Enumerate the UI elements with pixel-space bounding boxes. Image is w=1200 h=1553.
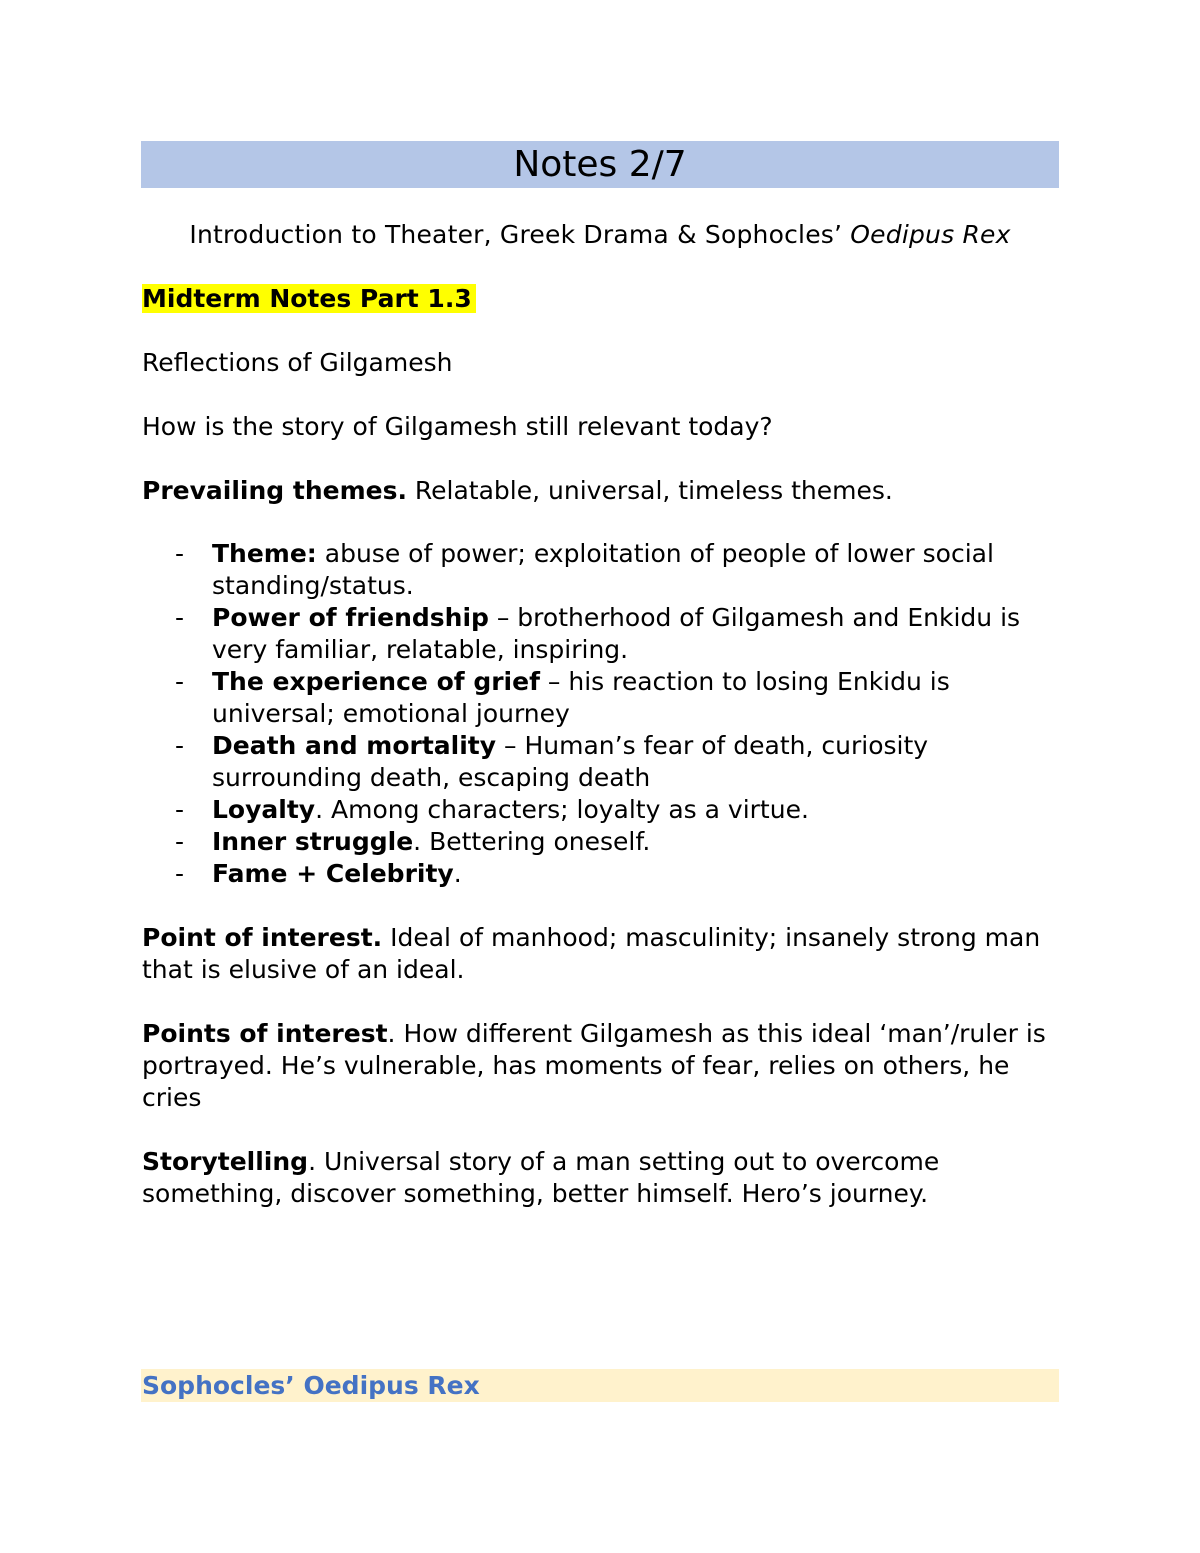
list-item (142, 826, 1060, 858)
list-item-label: Death and mortality (212, 731, 497, 760)
storytelling-paragraph (142, 1146, 1067, 1210)
list-item (142, 602, 1060, 666)
list-item-label: Fame + Celebrity (212, 859, 454, 888)
storytelling-label: Storytelling (142, 1147, 309, 1176)
prevailing-themes-text: Relatable, universal, timeless themes. (406, 476, 893, 505)
list-item-label: Inner struggle (212, 827, 414, 856)
list-item (142, 730, 1060, 794)
midterm-heading (142, 283, 476, 315)
point-of-interest-text: Ideal of manhood; masculinity; insanely strong man that is elusive of an ideal. (142, 923, 1041, 984)
bullet-dash: - (175, 827, 185, 856)
list-item-text: – brotherhood of Gilgamesh and Enkidu is very familiar, relatable, inspiring. (212, 603, 1021, 664)
page-title: Notes 2/7 (141, 141, 1059, 188)
storytelling-text: . Universal story of a man setting out to overcome something, discover something, better himself. Hero’s journey. (142, 1147, 940, 1208)
page-subtitle (141, 218, 1059, 252)
bullet-dash: - (175, 731, 185, 760)
prevailing-themes (142, 475, 893, 507)
bullet-dash: - (175, 539, 185, 568)
point-of-interest-label: Point of interest. (142, 923, 383, 952)
list-item (142, 794, 1060, 826)
points-of-interest-paragraph (142, 1018, 1067, 1114)
list-item-text: . Among characters; loyalty as a virtue. (315, 795, 809, 824)
prevailing-themes-label: Prevailing themes. (142, 476, 407, 505)
list-item-text: . Bettering oneself. (413, 827, 651, 856)
midterm-heading-text: Midterm Notes Part 1.3 (142, 284, 476, 313)
subtitle-text: Introduction to Theater, Greek Drama & Sophocles’ (189, 220, 851, 249)
bullet-dash: - (175, 603, 185, 632)
list-item-label: Power of friendship (212, 603, 489, 632)
list-item-text: abuse of power; exploitation of people of lower social standing/status. (212, 539, 994, 600)
reflections-title: Reflections of Gilgamesh (142, 348, 453, 377)
points-of-interest-text: . How different Gilgamesh as this ideal ‘man’/ruler is portrayed. He’s vulnerable, has moments of fear, relies on others, he cries (142, 1019, 1046, 1112)
list-item (142, 858, 1060, 890)
subtitle-italic-title: Oedipus Rex (850, 220, 1011, 249)
relevance-question: How is the story of Gilgamesh still relevant today? (142, 412, 773, 441)
points-of-interest-label: Points of interest (142, 1019, 388, 1048)
bullet-dash: - (175, 795, 185, 824)
bullet-dash: - (175, 667, 185, 696)
point-of-interest-paragraph (142, 922, 1067, 986)
bullet-dash: - (175, 859, 185, 888)
list-item (142, 538, 1060, 602)
list-item-label: Loyalty (212, 795, 316, 824)
themes-list (142, 538, 1060, 890)
list-item (142, 666, 1060, 730)
list-item-text: – Human’s fear of death, curiosity surrounding death, escaping death (212, 731, 929, 792)
list-item-label: The experience of grief (212, 667, 540, 696)
section-heading: Sophocles’ Oedipus Rex (142, 1371, 480, 1400)
list-item-text: . (453, 859, 462, 888)
list-item-text: – his reaction to losing Enkidu is universal; emotional journey (212, 667, 950, 728)
list-item-label: Theme: (212, 539, 317, 568)
